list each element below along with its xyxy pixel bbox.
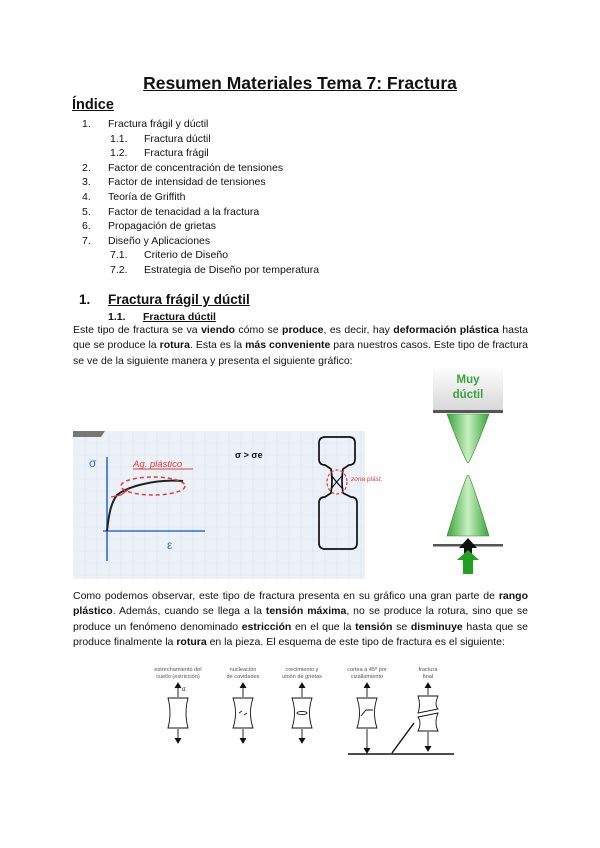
toc-number: 3. [82, 176, 91, 189]
toc-item[interactable] [72, 234, 532, 249]
arrow-head-down-1 [175, 738, 181, 743]
bold-run: más conveniente [245, 339, 331, 352]
stage-specimens [168, 683, 454, 754]
text-run: . Además, cuando se llega a la [112, 605, 266, 618]
neck-note: zona plást. [351, 476, 383, 483]
text-run: se [392, 620, 411, 633]
section-number: 1. [79, 292, 91, 307]
stage-caption-2a: nucleación [229, 667, 257, 673]
upper-cone [447, 414, 489, 463]
toc-number: 1.2. [110, 147, 128, 160]
subsection-number: 1.1. [108, 311, 126, 323]
text-run: Como podemos observar, este tipo de fractura presenta en su gráfico una gran parte de [73, 590, 499, 602]
stage-1-specimen [168, 698, 188, 728]
bold-run: tensión máxima [265, 605, 347, 618]
toc-number: 5. [82, 205, 91, 218]
top-grip-bar [433, 410, 503, 413]
fracture-stages-diagram [148, 665, 456, 760]
text-run: . Esta es la [189, 339, 246, 352]
label-box [433, 366, 503, 410]
index-heading: Índice [72, 97, 114, 113]
lower-cone [447, 475, 489, 536]
toc-item[interactable] [72, 117, 532, 132]
text-run: , es decir, hay [323, 324, 394, 336]
toc-item[interactable] [72, 263, 532, 278]
stage-2-specimen [233, 698, 253, 728]
toc-number: 4. [82, 190, 91, 203]
stage-caption-4b: cizallamiento [350, 674, 384, 680]
bold-run: rango plástico [73, 590, 528, 618]
stage-5-upper [418, 696, 438, 713]
toc-number: 6. [82, 220, 91, 233]
toc-number: 2. [82, 161, 91, 174]
toc-label: Teoría de Griffith [108, 190, 186, 203]
stage-caption-5a: fractura [418, 667, 438, 673]
toc-number: 7. [82, 234, 91, 247]
bold-run: viendo [201, 324, 235, 336]
stage-caption-2b: de cavidades [226, 674, 260, 680]
paragraph-ductile-intro [73, 323, 528, 369]
stage-caption-1b: cuello (estricción) [156, 674, 200, 680]
bold-run: disminuye [410, 620, 463, 633]
subsection-title: Fractura dúctil [143, 311, 216, 323]
table-of-contents [72, 117, 532, 278]
arrow-head-up-1 [175, 683, 181, 688]
toc-label: Fractura dúctil [144, 132, 211, 145]
bold-run: produce [282, 324, 324, 336]
ductile-necking-figure [433, 366, 503, 576]
section-heading [79, 292, 250, 307]
bold-run: estricción [241, 620, 292, 633]
toc-item[interactable] [72, 132, 532, 147]
toc-label: Factor de concentración de tensiones [108, 161, 284, 174]
toc-item[interactable] [72, 161, 532, 176]
toc-number: 7.2. [110, 263, 128, 276]
text-run: hasta que se produce finalmente la [73, 620, 528, 648]
toc-item[interactable] [72, 190, 532, 205]
toc-label: Criterio de Diseño [144, 249, 229, 262]
toc-number: 1. [82, 118, 91, 130]
section-title: Fractura frágil y dúctil [108, 292, 250, 307]
stage-caption-4a: cortea a 45º por [347, 667, 387, 673]
plastic-annotation: Ag. plástico [133, 459, 183, 470]
toc-label: Fractura frágil [144, 147, 209, 160]
stage-4-specimen [357, 698, 377, 728]
bold-run: tensión [355, 620, 393, 633]
text-run: hasta que se produce la [73, 324, 528, 352]
toc-item[interactable] [72, 219, 532, 234]
toc-label: Factor de intensidad de tensiones [108, 176, 266, 189]
subsection-heading [108, 311, 216, 323]
bold-run: rotura [159, 339, 190, 352]
toc-label: Factor de tenacidad a la fractura [108, 205, 260, 218]
paragraph-ductile-behavior [73, 589, 528, 650]
text-run: Este tipo de fractura se va [73, 324, 202, 336]
figure-background [73, 431, 365, 579]
text-run: en el que la [291, 620, 356, 633]
toc-label: Fractura frágil y dúctil [108, 118, 209, 130]
stage-force-label: σ [182, 687, 186, 693]
toc-label: Diseño y Aplicaciones [108, 234, 211, 247]
label-line2: dúctil [452, 389, 484, 401]
toc-label: Estrategia de Diseño por temperatura [144, 263, 320, 276]
green-arrow-icon [457, 550, 479, 574]
toc-item[interactable] [72, 146, 532, 161]
text-run: , no se produce la rotura, sino que se produce un fenómeno denominado [73, 605, 528, 633]
stage-caption-3a: crecimiento y [285, 667, 319, 673]
figure-corner-tab [73, 431, 105, 437]
toc-item[interactable] [72, 175, 532, 190]
stage-captions [154, 666, 438, 680]
text-run: en la pieza. El esquema de este tipo de fractura es el siguiente: [206, 635, 505, 648]
document-title: Resumen Materiales Tema 7: Fractura [143, 73, 457, 93]
sigma-label: σ [89, 456, 97, 470]
toc-item[interactable] [72, 248, 532, 263]
text-run: cómo se [234, 324, 283, 336]
stress-strain-sketch [73, 431, 383, 579]
toc-number: 7.1. [110, 249, 128, 262]
text-run: para nuestros casos. Este tipo de fractura se ve de la siguiente manera y presenta el siguiente gráfico: [73, 339, 528, 367]
stage-5-lower [418, 713, 438, 731]
stage-caption-3b: unión de grietas [282, 674, 322, 680]
toc-label: Propagación de grietas [108, 220, 216, 233]
stage-caption-5b: final [422, 674, 434, 680]
shear-line [392, 723, 414, 753]
bold-run: deformación plástica [393, 324, 499, 336]
toc-number: 1.1. [110, 132, 128, 145]
stage-caption-1a: estrechamiento del [154, 667, 202, 673]
bold-run: rotura [176, 635, 207, 648]
toc-item[interactable] [72, 205, 532, 220]
label-line1: Muy [456, 374, 480, 386]
condition-label: σ > σe [235, 450, 263, 460]
epsilon-label: ε [167, 538, 173, 552]
